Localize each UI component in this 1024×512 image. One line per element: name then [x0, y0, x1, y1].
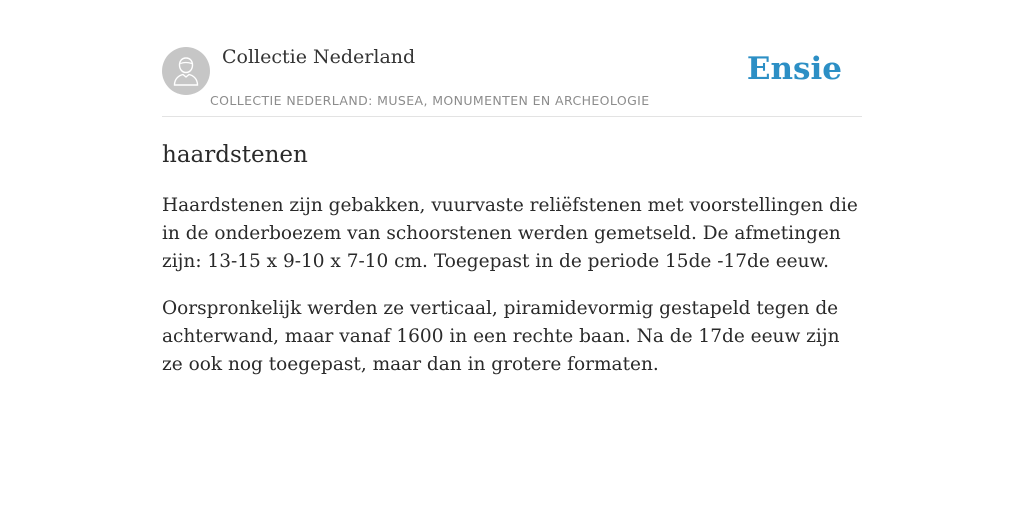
- page-title: haardstenen: [162, 142, 308, 168]
- ensie-logo[interactable]: Ensie: [746, 51, 842, 87]
- article-header: [162, 46, 862, 117]
- author-name[interactable]: Collectie Nederland: [222, 46, 416, 68]
- avatar[interactable]: [162, 47, 210, 95]
- user-silhouette-icon: [173, 56, 199, 86]
- article-paragraph: Haardstenen zijn gebakken, vuurvaste reliëfstenen met voorstellingen die in de onderboezem van schoorstenen werden gemetseld. De afmetingen zijn: 13-15 x 9-10 x 7-10 cm. Toegepast in de periode 15de -17de eeuw.: [162, 195, 858, 272]
- article-paragraph: Oorspronkelijk werden ze verticaal, piramidevormig gestapeld tegen de achterwand, maar vanaf 1600 in een rechte baan. Na de 17de eeuw zijn ze ook nog toegepast, maar dan in grotere formaten.: [162, 298, 840, 375]
- article-content: [162, 139, 862, 398]
- author-subtitle: COLLECTIE NEDERLAND: MUSEA, MONUMENTEN EN ARCHEOLOGIE: [210, 93, 650, 108]
